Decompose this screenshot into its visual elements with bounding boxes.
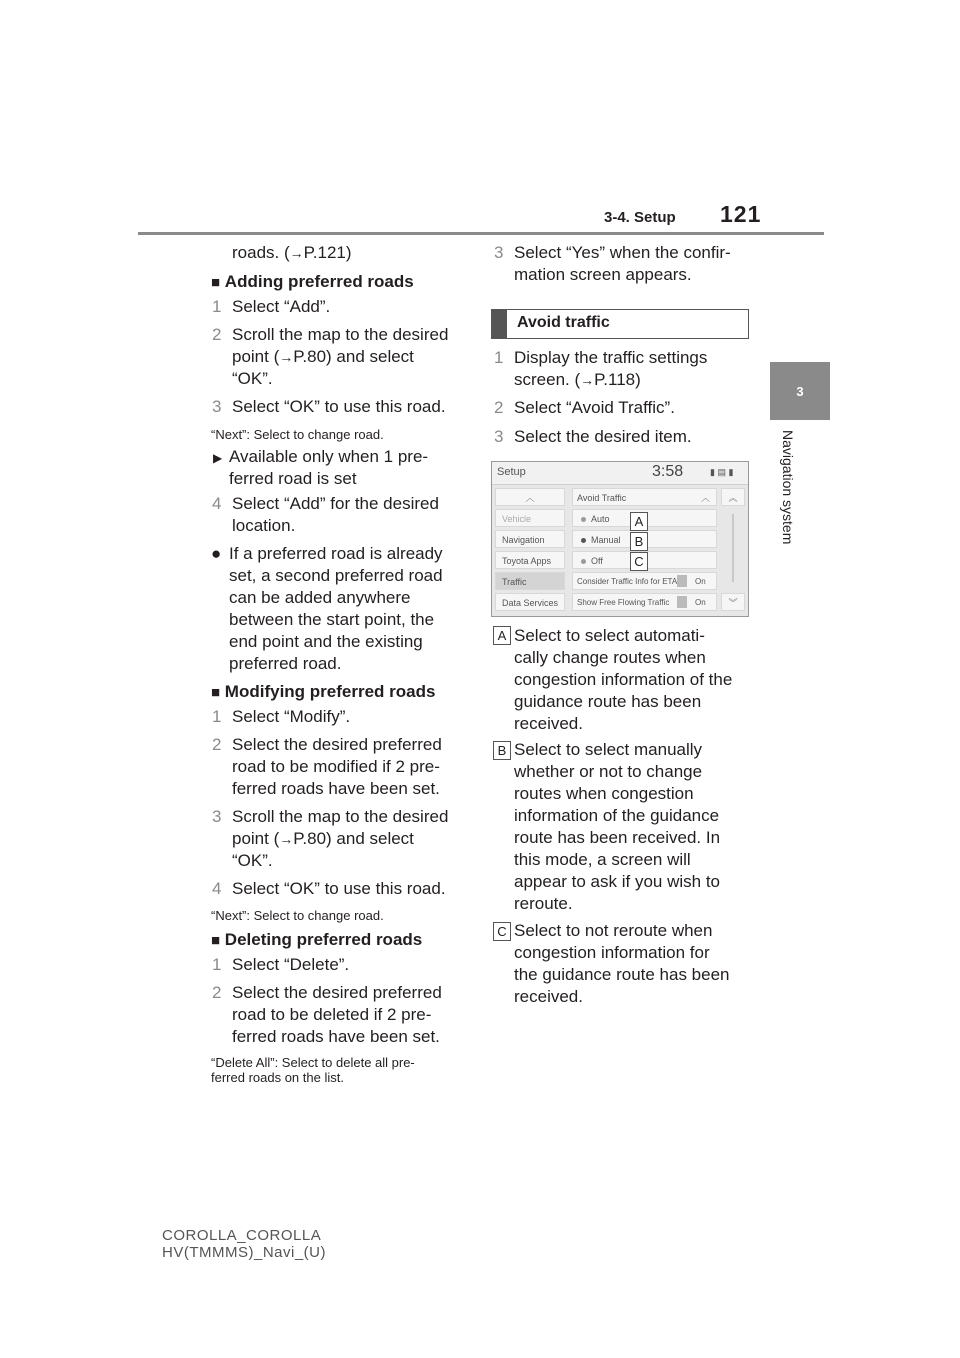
radio-icon (581, 538, 586, 543)
desc-a (514, 625, 732, 735)
step-number: 2 (212, 735, 222, 754)
step-text: Scroll the map to the desired (232, 325, 449, 344)
desc-text: whether or not to change (514, 762, 703, 781)
step-text: ferred roads have been set. (232, 779, 440, 798)
desc-text: the guidance route has been (514, 965, 730, 984)
modify-heading-text: Modifying preferred roads (224, 682, 436, 701)
step-text: Display the traffic settings (514, 348, 708, 367)
menu-item-navigation[interactable]: Navigation (495, 530, 565, 548)
step-text: Scroll the map to the desired (232, 807, 449, 826)
step-number: 1 (494, 348, 504, 367)
bullet-text: set, a second preferred road (229, 566, 443, 585)
step-number: 4 (212, 494, 222, 513)
step-text: Select “OK” to use this road. (232, 397, 446, 416)
desc-text: cally change routes when (514, 648, 706, 667)
page-ref[interactable]: P.80) and select (293, 829, 414, 848)
bullet-text: If a preferred road is already (229, 544, 443, 563)
avoid-step-3 (494, 426, 692, 448)
avoid-step-1 (494, 347, 708, 389)
callout-a: A (630, 512, 648, 531)
step-text: road to be modified if 2 pre- (232, 757, 440, 776)
menu-item-traffic[interactable]: Traffic (495, 572, 565, 590)
step-number: 1 (212, 707, 222, 726)
desc-text: this mode, a screen will (514, 850, 691, 869)
adding-heading (211, 271, 414, 294)
toggle-indicator (677, 575, 687, 587)
step-number: 4 (212, 879, 222, 898)
document-footer (162, 1227, 326, 1261)
step-text: “OK”. (232, 369, 273, 388)
circle-bullet-icon: ● (211, 544, 222, 563)
heading-bar (492, 310, 507, 338)
setting-label: Show Free Flowing Traffic (577, 598, 670, 607)
adding-step-2 (212, 324, 472, 388)
setting-value: On (695, 577, 706, 586)
available-note (213, 446, 429, 488)
modify-heading (211, 681, 435, 704)
setup-screen-illustration (491, 461, 749, 617)
bullet-text: can be added anywhere (229, 588, 411, 607)
step-text: Select the desired preferred (232, 983, 442, 1002)
black-square-icon: ■ (211, 274, 221, 291)
label-c: C (493, 922, 511, 941)
step-number: 3 (212, 397, 222, 416)
delete-step-2 (212, 982, 442, 1046)
desc-text: congestion information for (514, 943, 710, 962)
page-ref[interactable]: P.80) and select (293, 347, 414, 366)
panel-title-text: Avoid Traffic (577, 493, 627, 503)
desc-text: routes when congestion (514, 784, 694, 803)
desc-text: appear to ask if you wish to (514, 872, 721, 891)
step-text: location. (232, 516, 296, 535)
step-text: Select “Modify”. (232, 707, 351, 726)
desc-text: reroute. (514, 894, 573, 913)
menu-item-data-services[interactable]: Data Services (495, 593, 565, 611)
page-ref[interactable]: P.118) (594, 370, 641, 389)
label-a: A (493, 626, 511, 645)
page-number: 121 (720, 201, 762, 227)
modify-note: “Next”: Select to change road. (211, 908, 384, 923)
setting-eta[interactable] (572, 572, 717, 590)
arrow-right-icon: → (279, 831, 294, 847)
scroll-up-button[interactable] (721, 488, 745, 506)
step-text: screen. ( (514, 370, 581, 389)
avoid-step-2 (494, 397, 675, 419)
desc-text: received. (514, 714, 583, 733)
modify-step-2 (212, 734, 442, 798)
adding-step-4 (212, 493, 439, 535)
continued-text: roads. ( (232, 243, 290, 262)
desc-text: Select to select automati- (514, 626, 705, 645)
step-text: point ( (232, 347, 280, 366)
desc-c (514, 920, 730, 1008)
setting-label: Consider Traffic Info for ETA (577, 577, 678, 586)
delete-note (211, 1055, 415, 1085)
step-text: Select “Add” for the desired (232, 494, 439, 513)
double-chevron-down-icon: ︾ (728, 598, 738, 608)
modify-step-4 (212, 878, 446, 900)
option-label: Auto (591, 514, 610, 524)
double-chevron-up-icon: ︽ (728, 493, 738, 503)
header-rule (138, 232, 824, 235)
adding-step-3 (212, 396, 446, 418)
avoid-traffic-heading (491, 309, 749, 339)
modify-step-1 (212, 706, 351, 728)
option-label: Off (591, 556, 603, 566)
arrow-right-icon: → (279, 349, 294, 365)
callout-b: B (630, 532, 648, 551)
screen-clock: 3:58 (652, 463, 684, 480)
delete-note-text: ferred roads on the list. (211, 1070, 344, 1085)
step-text: road to be deleted if 2 pre- (232, 1005, 432, 1024)
chevron-up-icon: ︿ (700, 493, 710, 503)
step-text: Select “Yes” when the confir- (514, 243, 731, 262)
step-text: point ( (232, 829, 280, 848)
chapter-tab: 3 (770, 362, 830, 420)
continued-line (232, 242, 352, 264)
chapter-label-text: Navigation system (780, 430, 796, 545)
step-number: 1 (212, 297, 222, 316)
avoid-traffic-heading-text: Avoid traffic (517, 314, 610, 331)
footer-line: COROLLA_COROLLA (162, 1227, 322, 1244)
confirm-step-3 (494, 242, 731, 284)
status-icons: ▮ ▤ ▮ (710, 467, 734, 477)
desc-text: received. (514, 987, 583, 1006)
desc-text: Select to not reroute when (514, 921, 713, 940)
step-number: 3 (212, 807, 222, 826)
step-number: 2 (494, 398, 504, 417)
step-text: Select “OK” to use this road. (232, 879, 446, 898)
modify-step-3 (212, 806, 449, 870)
section-title: 3-4. Setup (604, 209, 676, 226)
step-text: mation screen appears. (514, 265, 692, 284)
radio-icon (581, 559, 586, 564)
black-square-icon: ■ (211, 684, 221, 701)
step-number: 3 (494, 427, 504, 446)
scroll-down-button[interactable] (721, 593, 745, 611)
delete-heading-text: Deleting preferred roads (224, 930, 423, 949)
option-label: Manual (591, 535, 621, 545)
step-number: 3 (494, 243, 504, 262)
bullet-text: preferred road. (229, 654, 342, 673)
bullet-text: end point and the existing (229, 632, 423, 651)
menu-item-vehicle[interactable]: Vehicle (495, 509, 565, 527)
radio-icon (581, 517, 586, 522)
arrow-right-icon: → (289, 245, 304, 261)
adding-step-1 (212, 296, 331, 318)
desc-text: guidance route has been (514, 692, 702, 711)
black-square-icon: ■ (211, 932, 221, 949)
delete-heading (211, 929, 422, 952)
step-text: Select “Add”. (232, 297, 331, 316)
setting-value: On (695, 598, 706, 607)
menu-item-toyota-apps[interactable]: Toyota Apps (495, 551, 565, 569)
step-text: ferred roads have been set. (232, 1027, 440, 1046)
desc-text: information of the guidance (514, 806, 720, 825)
label-b: B (493, 741, 511, 760)
step-number: 1 (212, 955, 222, 974)
step-text: “OK”. (232, 851, 273, 870)
step-text: Select “Delete”. (232, 955, 350, 974)
step-text: Select the desired preferred (232, 735, 442, 754)
desc-text: congestion information of the (514, 670, 733, 689)
bullet-text: between the start point, the (229, 610, 435, 629)
delete-step-1 (212, 954, 350, 976)
info-bullet (211, 543, 443, 673)
footer-line: HV(TMMMS)_Navi_(U) (162, 1244, 326, 1261)
desc-text: Select to select manually (514, 740, 703, 759)
step-number: 2 (212, 325, 222, 344)
scrollbar[interactable] (732, 514, 734, 582)
step-number: 2 (212, 983, 222, 1002)
page-ref[interactable]: P.121) (303, 243, 352, 262)
toggle-indicator (677, 596, 687, 608)
available-text: ferred road is set (229, 469, 357, 488)
step-text: Select “Avoid Traffic”. (514, 398, 675, 417)
desc-b (514, 739, 720, 915)
triangle-bullet-icon: ▶ (213, 451, 223, 465)
callout-c: C (630, 552, 648, 571)
screen-topbar (492, 462, 748, 485)
menu-up-button[interactable] (495, 488, 565, 506)
available-text: Available only when 1 pre- (229, 447, 429, 466)
step-text: Select the desired item. (514, 427, 692, 446)
adding-note: “Next”: Select to change road. (211, 427, 384, 442)
chevron-up-icon: ︿ (525, 493, 535, 503)
adding-heading-text: Adding preferred roads (224, 272, 414, 291)
setting-free-flow[interactable] (572, 593, 717, 611)
chapter-label (770, 430, 810, 590)
delete-note-text: “Delete All”: Select to delete all pre- (211, 1055, 415, 1070)
panel-title (572, 488, 717, 506)
arrow-right-icon: → (580, 372, 595, 388)
desc-text: route has been received. In (514, 828, 721, 847)
screen-title: Setup (497, 466, 526, 478)
